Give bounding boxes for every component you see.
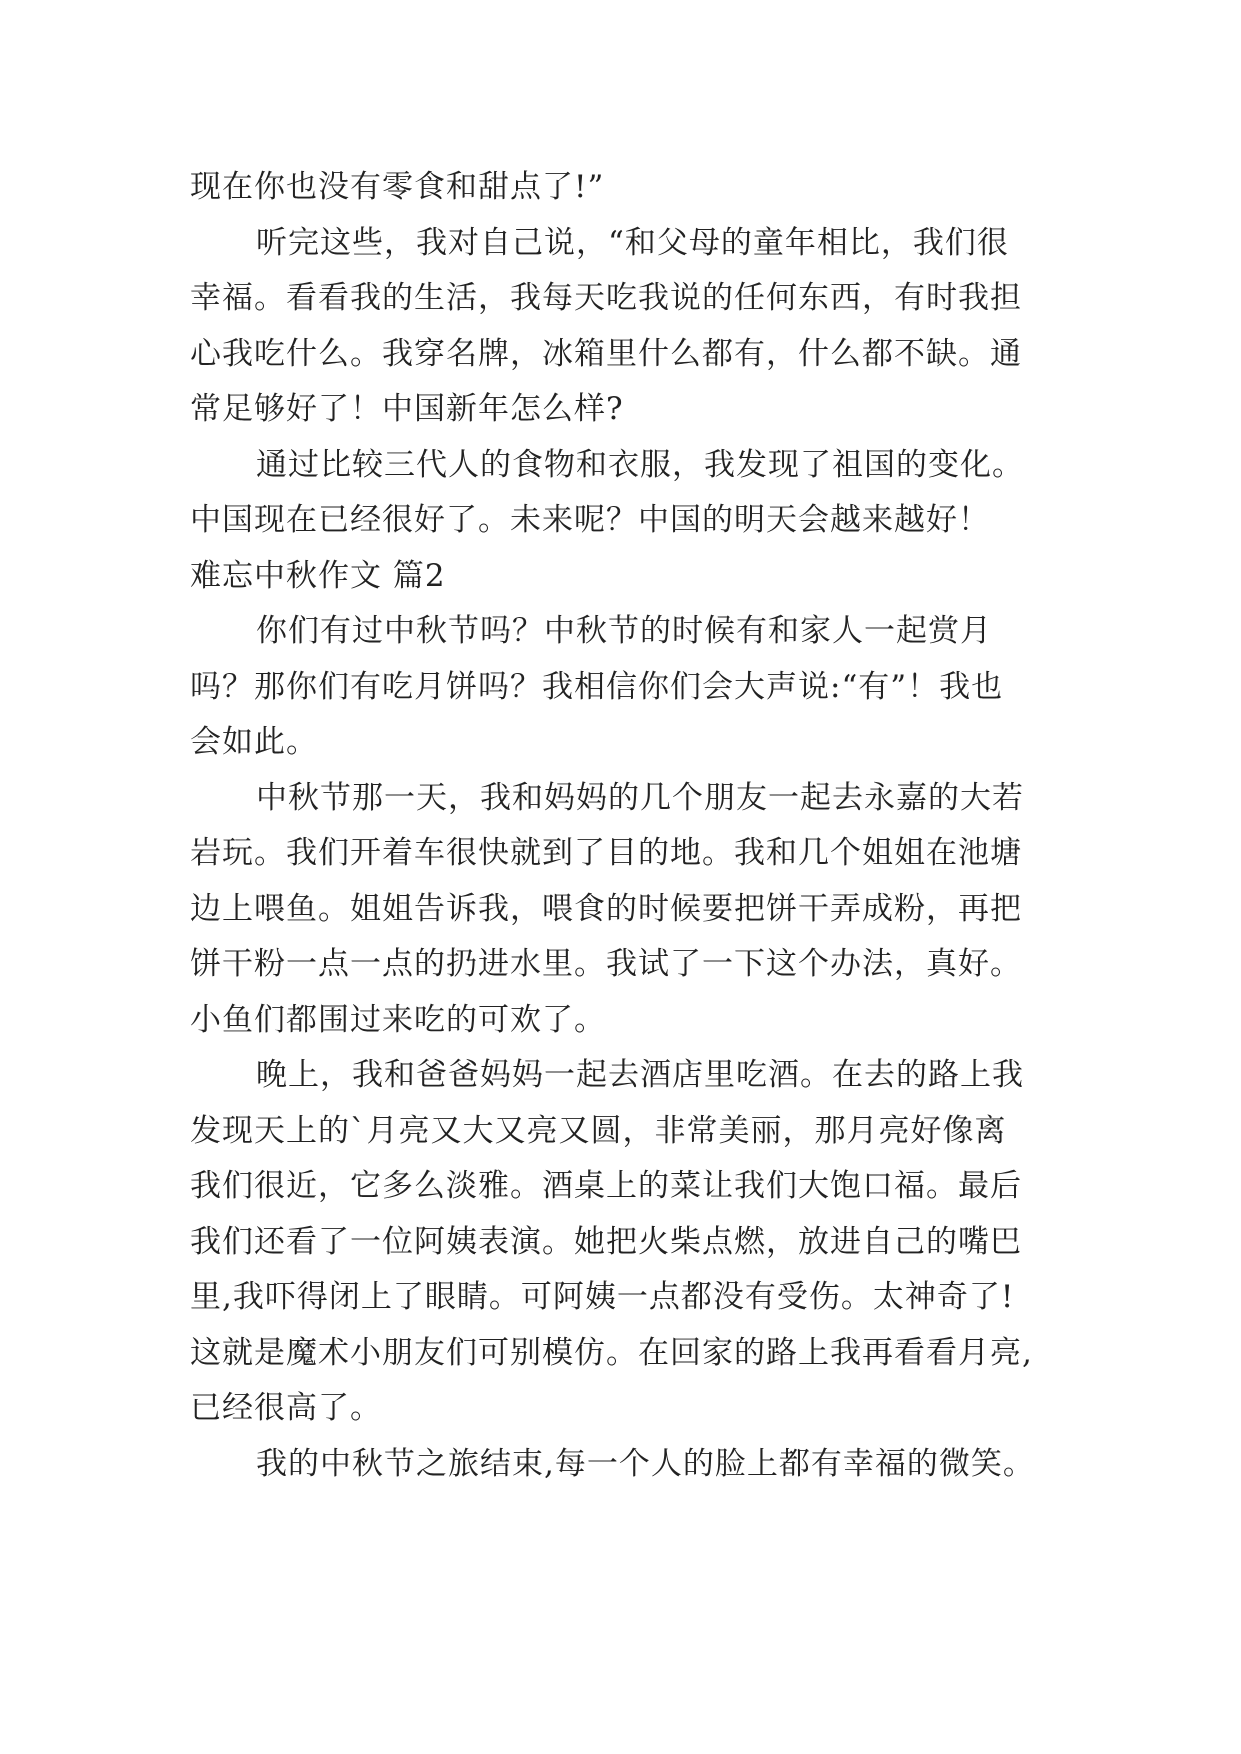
text-line: 中秋节那一天，我和妈妈的几个朋友一起去永嘉的大若 bbox=[256, 779, 1024, 816]
text-line: 通过比较三代人的食物和衣服，我发现了祖国的变化。 bbox=[256, 446, 1024, 483]
text-line: 会如此。 bbox=[190, 724, 318, 760]
text-line: 这就是魔术小朋友们可别模仿。在回家的路上我再看看月亮, bbox=[190, 1334, 1033, 1371]
section-heading: 难忘中秋作文 篇2 bbox=[190, 557, 446, 594]
document-body bbox=[190, 160, 1065, 1492]
text-line: 听完这些，我对自己说，“和父母的童年相比，我们很 bbox=[256, 224, 1009, 261]
text-line: 现在你也没有零食和甜点了!” bbox=[190, 169, 605, 205]
text-line: 发现天上的`月亮又大又亮又圆，非常美丽，那月亮好像离 bbox=[190, 1112, 1007, 1149]
text-line: 边上喂鱼。姐姐告诉我，喂食的时候要把饼干弄成粉，再把 bbox=[190, 890, 1022, 927]
text-line: 我们很近，它多么淡雅。酒桌上的菜让我们大饱口福。最后 bbox=[190, 1168, 1022, 1204]
text-line: 饼干粉一点一点的扔进水里。我试了一下这个办法，真好。 bbox=[190, 946, 1022, 982]
text-line: 小鱼们都围过来吃的可欢了。 bbox=[190, 1001, 606, 1038]
text-line: 已经很高了。 bbox=[190, 1390, 382, 1426]
text-line: 幸福。看看我的生活，我每天吃我说的任何东西，有时我担 bbox=[190, 280, 1022, 316]
text-line: 常足够好了！中国新年怎么样? bbox=[190, 391, 624, 427]
text-line: 里,我吓得闭上了眼睛。可阿姨一点都没有受伤。太神奇了! bbox=[190, 1279, 1015, 1315]
text-line: 你们有过中秋节吗？中秋节的时候有和家人一起赏月 bbox=[256, 613, 992, 649]
text-line: 我们还看了一位阿姨表演。她把火柴点燃，放进自己的嘴巴 bbox=[190, 1223, 1022, 1260]
text-line: 岩玩。我们开着车很快就到了目的地。我和几个姐姐在池塘 bbox=[190, 835, 1022, 871]
text-line: 我的中秋节之旅结束,每一个人的脸上都有幸福的微笑。 bbox=[256, 1445, 1035, 1482]
text-line: 中国现在已经很好了。未来呢？中国的明天会越来越好！ bbox=[190, 502, 990, 538]
text-line: 吗？那你们有吃月饼吗？我相信你们会大声说:“有”！我也 bbox=[190, 668, 1004, 705]
text-line: 晚上，我和爸爸妈妈一起去酒店里吃酒。在去的路上我 bbox=[256, 1057, 1024, 1093]
text-line: 心我吃什么。我穿名牌，冰箱里什么都有，什么都不缺。通 bbox=[190, 335, 1022, 372]
